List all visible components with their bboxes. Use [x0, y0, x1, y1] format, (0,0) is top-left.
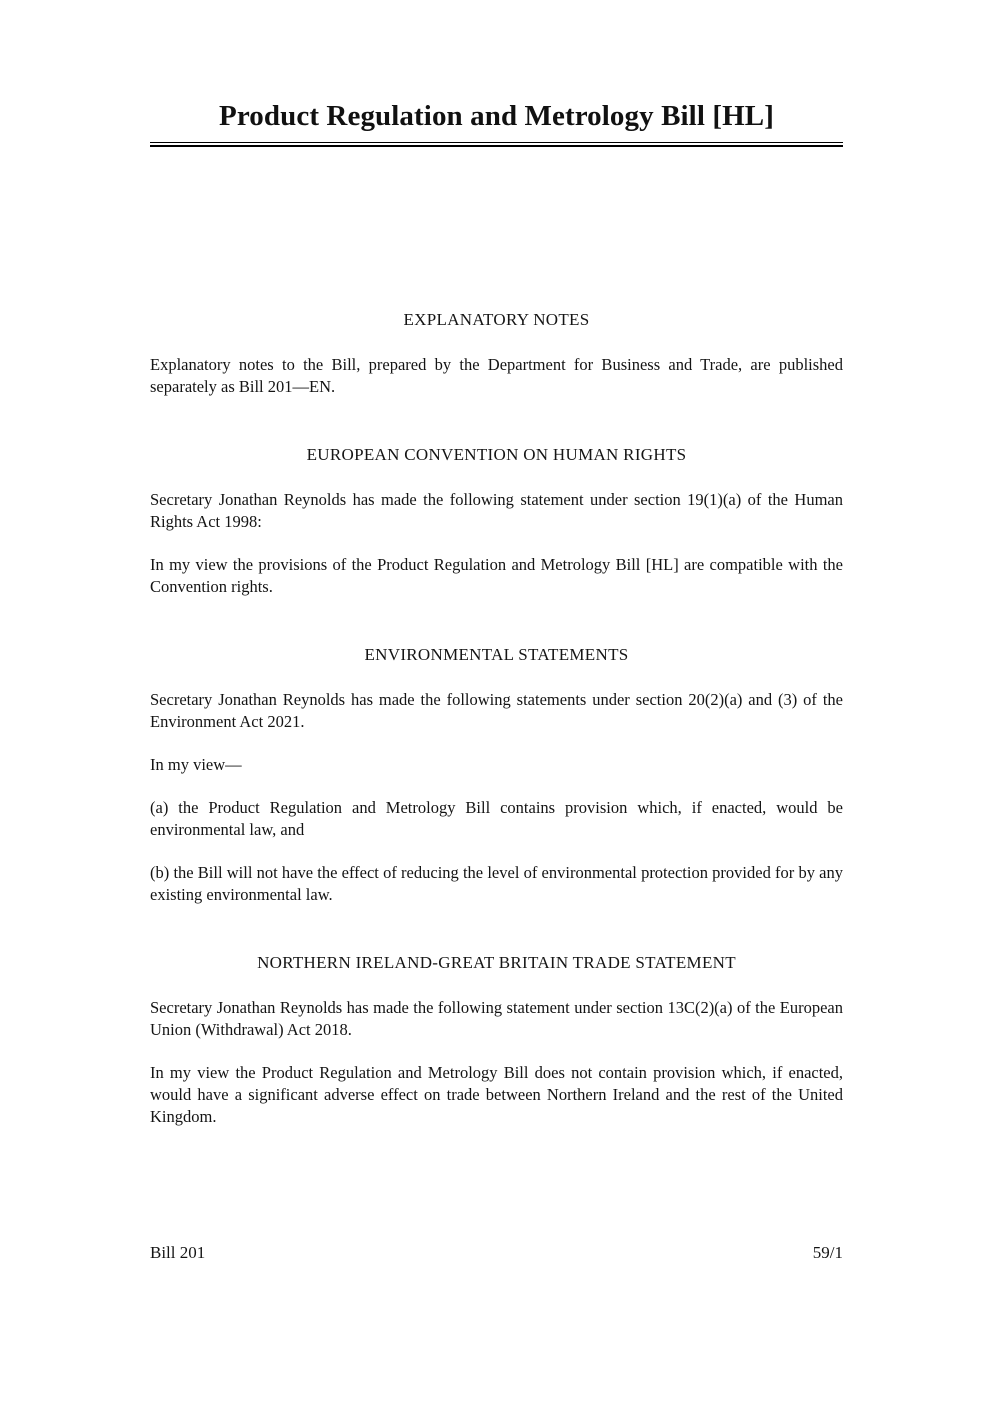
page-footer — [150, 1243, 843, 1263]
document-content — [150, 0, 843, 1128]
footer-page-reference: 59/1 — [812, 1243, 843, 1262]
paragraph: Secretary Jonathan Reynolds has made the following statement under section 19(1)(a) of the Human Rights Act 1998: — [150, 490, 843, 532]
title-rule-thick — [150, 145, 843, 147]
section-heading: ENVIRONMENTAL STATEMENTS — [364, 645, 629, 665]
section-northern-ireland-great-britain-trade-statement — [150, 953, 843, 1128]
section-environmental-statements — [150, 645, 843, 906]
paragraph: In my view the Product Regulation and Metrology Bill does not contain provision which, if enacted, would have a significant adverse effect on trade between Northern Ireland and the rest of the United Kingdom. — [150, 1063, 843, 1127]
page-title: Product Regulation and Metrology Bill [HL] — [219, 100, 774, 132]
paragraph: In my view— — [150, 755, 242, 775]
paragraph: In my view the provisions of the Product Regulation and Metrology Bill [HL] are compatible with the Convention rights. — [150, 555, 843, 597]
paragraph: Secretary Jonathan Reynolds has made the following statement under section 13C(2)(a) of the European Union (Withdrawal) Act 2018. — [150, 998, 843, 1040]
section-heading: EXPLANATORY NOTES — [403, 310, 590, 330]
section-heading: EUROPEAN CONVENTION ON HUMAN RIGHTS — [306, 445, 687, 465]
footer-bill-number: Bill 201 — [150, 1243, 206, 1262]
paragraph: Secretary Jonathan Reynolds has made the following statements under section 20(2)(a) and (3) of the Environment Act 2021. — [150, 690, 843, 732]
title-double-rule — [150, 142, 843, 147]
title-block — [150, 0, 843, 147]
paragraph-item-b: (b) the Bill will not have the effect of reducing the level of environmental protection provided for by any existing environmental law. — [150, 863, 843, 905]
paragraph: Explanatory notes to the Bill, prepared by the Department for Business and Trade, are published separately as Bill 201—EN. — [150, 355, 843, 397]
section-heading: NORTHERN IRELAND-GREAT BRITAIN TRADE STATEMENT — [257, 953, 736, 973]
sections-container — [150, 310, 843, 1128]
section-european-convention-on-human-rights — [150, 445, 843, 598]
section-explanatory-notes — [150, 310, 843, 398]
paragraph-item-a: (a) the Product Regulation and Metrology Bill contains provision which, if enacted, would be environmental law, and — [150, 798, 843, 840]
